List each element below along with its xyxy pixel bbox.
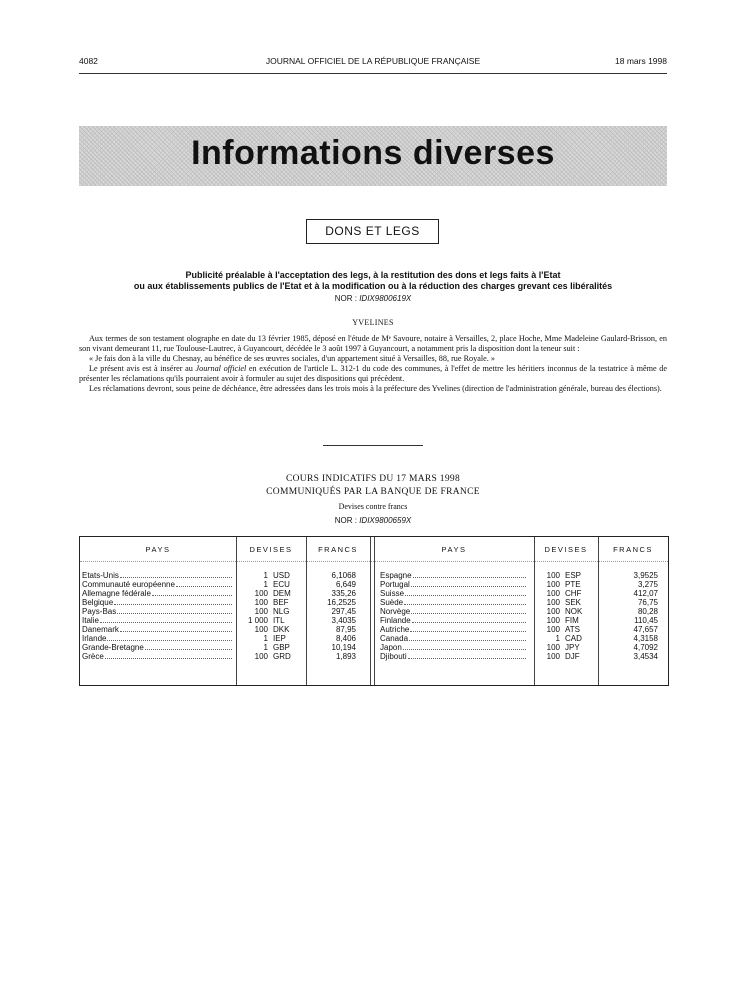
leader-dots [117, 613, 232, 614]
country-name: Danemark [82, 625, 119, 634]
rate-value: 297,45 [331, 607, 356, 616]
rate-value: 3,9525 [633, 571, 658, 580]
currency-code: CAD [565, 634, 582, 643]
section-banner [79, 126, 667, 186]
currency-code: GBP [273, 643, 290, 652]
currency-code: NOK [565, 607, 583, 616]
country-name: Espagne [380, 571, 412, 580]
leader-dots [120, 577, 232, 578]
currency-code: FIM [565, 616, 579, 625]
header-francs-right: FRANCS [613, 545, 653, 554]
legs-paragraph-1: Aux termes de son testament olographe en date du 13 février 1985, déposé en l'étude de Mᵉ Savoure, notaire à Versailles, 2, place Hoche, Mme Madeleine Gaulard-Brisson, en son vivant demeurant 11, rue Toulouse-Lautrec, à Guyancourt, décédée le 3 août 1997 à Guyancourt, a notamment pris la disposition dont la teneur suit : [79, 334, 667, 353]
currency-code: DJF [565, 652, 580, 661]
leader-dots [403, 649, 526, 650]
rate-value: 3,4035 [331, 616, 356, 625]
unit-quantity: 100 [254, 607, 268, 616]
legs-subtitle-line2: ou aux établissements publics de l'Etat et à la modification ou à la réduction des charges grevant ces libéralités [133, 281, 613, 291]
table-row [374, 589, 668, 598]
table-row [80, 616, 370, 625]
leader-dots [176, 586, 232, 587]
rate-value: 6,1068 [331, 571, 356, 580]
country-name: Pays-Bas [82, 607, 117, 616]
banner-title: Informations diverses [191, 134, 555, 172]
legs-paragraph-4: Les réclamations devront, sous peine de déchéance, être adressées dans les trois mois à la préfecture des Yvelines (direction de l'administration générale, bureau des élections). [89, 384, 662, 393]
currency-code: JPY [565, 643, 580, 652]
table-row [80, 580, 370, 589]
country-name: Grèce [82, 652, 104, 661]
rate-value: 3,275 [637, 580, 658, 589]
page-header [79, 56, 667, 70]
leader-dots [105, 658, 232, 659]
unit-quantity: 1 000 [247, 616, 268, 625]
unit-quantity: 100 [546, 643, 560, 652]
rate-value: 80,28 [637, 607, 658, 616]
unit-quantity: 1 [555, 634, 560, 643]
rate-value: 87,95 [335, 625, 356, 634]
unit-quantity: 100 [254, 652, 268, 661]
leader-dots [120, 631, 232, 632]
currency-code: BEF [273, 598, 289, 607]
rate-value: 1,893 [335, 652, 356, 661]
leader-dots [107, 640, 232, 641]
table-row [374, 616, 668, 625]
unit-quantity: 100 [546, 616, 560, 625]
unit-quantity: 1 [263, 580, 268, 589]
unit-quantity: 100 [546, 598, 560, 607]
unit-quantity: 100 [254, 625, 268, 634]
table-row [374, 634, 668, 643]
leader-dots [409, 640, 526, 641]
country-name: Allemagne fédérale [82, 589, 151, 598]
table-row [374, 607, 668, 616]
table-row [374, 643, 668, 652]
rate-value: 76,75 [637, 598, 658, 607]
nor-code: IDIX9800659X [359, 516, 412, 525]
country-name: Italie [82, 616, 99, 625]
table-row [80, 652, 370, 661]
header-pays-right: PAYS [441, 545, 467, 554]
table-row [374, 598, 668, 607]
leader-dots [404, 604, 526, 605]
country-name: Suisse [380, 589, 405, 598]
header-devises-left: DEVISES [249, 545, 293, 554]
table-row [374, 652, 668, 661]
rows-left [80, 571, 370, 661]
unit-quantity: 100 [546, 571, 560, 580]
currency-code: NLG [273, 607, 290, 616]
nor-label: NOR : [334, 294, 357, 303]
currency-code: USD [273, 571, 290, 580]
nor-code: IDIX9800619X [359, 294, 412, 303]
country-name: Finlande [380, 616, 411, 625]
currency-code: DKK [273, 625, 290, 634]
leader-dots [411, 586, 526, 587]
cours-subtitle: Devises contre francs [338, 502, 408, 511]
header-pays-left: PAYS [145, 545, 171, 554]
rate-value: 4,3158 [633, 634, 658, 643]
leader-dots [413, 577, 526, 578]
header-devises-right: DEVISES [544, 545, 588, 554]
header-francs-left: FRANCS [318, 545, 358, 554]
rate-value: 10,194 [331, 643, 356, 652]
table-row [80, 598, 370, 607]
country-name: Japon [380, 643, 402, 652]
table-row [80, 607, 370, 616]
legs-subtitle-line1: Publicité préalable à l'acceptation des legs, à la restitution des dons et legs faits à l'Etat [185, 270, 561, 280]
rate-value: 6,649 [335, 580, 356, 589]
leader-dots [410, 631, 526, 632]
country-name: Etats-Unis [82, 571, 119, 580]
currency-code: ATS [565, 625, 580, 634]
unit-quantity: 100 [546, 580, 560, 589]
currency-code: GRD [273, 652, 291, 661]
table-row [80, 643, 370, 652]
table-row [80, 571, 370, 580]
table-row [80, 625, 370, 634]
leader-dots [412, 622, 526, 623]
table-row [374, 625, 668, 634]
country-name: Norvège [380, 607, 411, 616]
rate-value: 412,07 [633, 589, 658, 598]
rate-value: 47,657 [633, 625, 658, 634]
unit-quantity: 100 [254, 598, 268, 607]
unit-quantity: 100 [546, 652, 560, 661]
table-row [374, 571, 668, 580]
country-name: Communauté européenne [82, 580, 175, 589]
leader-dots [411, 613, 526, 614]
nor-label: NOR : [334, 516, 357, 525]
country-name: Irlande [82, 634, 107, 643]
unit-quantity: 100 [254, 589, 268, 598]
rate-value: 8,406 [335, 634, 356, 643]
country-name: Canada [380, 634, 409, 643]
currency-code: ESP [565, 571, 582, 580]
country-name: Belgique [82, 598, 114, 607]
issue-date: 18 mars 1998 [615, 56, 667, 66]
rows-right [374, 571, 668, 661]
section-separator [323, 445, 423, 446]
exchange-rate-table [79, 536, 669, 686]
currency-code: SEK [565, 598, 582, 607]
legs-paragraph-3: Le présent avis est à insérer au Journal officiel en exécution de l'article L. 312-1 du code des communes, à l'effet de mettre les héritiers inconnus de la testatrice à même de présenter les réclamations qu'ils pourraient avoir à formuler au sujet des dispositions qui précèdent. [79, 364, 667, 383]
cours-title-line2: COMMUNIQUÉS PAR LA BANQUE DE FRANCE [266, 487, 480, 497]
unit-quantity: 100 [546, 607, 560, 616]
leader-dots [405, 595, 526, 596]
country-name: Grande-Bretagne [82, 643, 144, 652]
legs-body [79, 334, 667, 394]
unit-quantity: 100 [546, 589, 560, 598]
table-row [374, 580, 668, 589]
unit-quantity: 1 [263, 643, 268, 652]
rate-value: 4,7092 [633, 643, 658, 652]
table-row [80, 589, 370, 598]
legs-paragraph-2: « Je fais don à la ville du Chesnay, au bénéfice de ses œuvres sociales, d'un appartement situé à Versailles, 88, rue Royale. » [89, 354, 495, 363]
currency-code: PTE [565, 580, 581, 589]
journal-title: JOURNAL OFFICIEL DE LA RÉPUBLIQUE FRANÇAISE [265, 56, 481, 66]
legs-nor [79, 294, 667, 303]
currency-code: CHF [565, 589, 582, 598]
currency-code: ECU [273, 580, 290, 589]
rate-value: 335,26 [331, 589, 356, 598]
country-name: Djibouti [380, 652, 407, 661]
section-title-box: DONS ET LEGS [306, 219, 439, 244]
leader-dots [114, 604, 232, 605]
country-name: Autriche [380, 625, 410, 634]
rate-value: 3,4534 [633, 652, 658, 661]
unit-quantity: 100 [546, 625, 560, 634]
table-row [80, 634, 370, 643]
country-name: Suède [380, 598, 404, 607]
currency-code: ITL [273, 616, 285, 625]
rate-value: 110,45 [634, 616, 658, 625]
leader-dots [100, 622, 232, 623]
page-number: 4082 [79, 56, 98, 66]
leader-dots [145, 649, 232, 650]
unit-quantity: 1 [263, 571, 268, 580]
currency-code: DEM [273, 589, 291, 598]
cours-nor [79, 516, 667, 525]
rate-value: 16,2525 [327, 598, 356, 607]
leader-dots [408, 658, 526, 659]
unit-quantity: 1 [263, 634, 268, 643]
header-rule [79, 73, 667, 74]
currency-code: IEP [273, 634, 286, 643]
country-name: Portugal [380, 580, 410, 589]
department-heading: YVELINES [352, 318, 394, 327]
leader-dots [152, 595, 232, 596]
cours-title-line1: COURS INDICATIFS DU 17 MARS 1998 [285, 474, 461, 484]
